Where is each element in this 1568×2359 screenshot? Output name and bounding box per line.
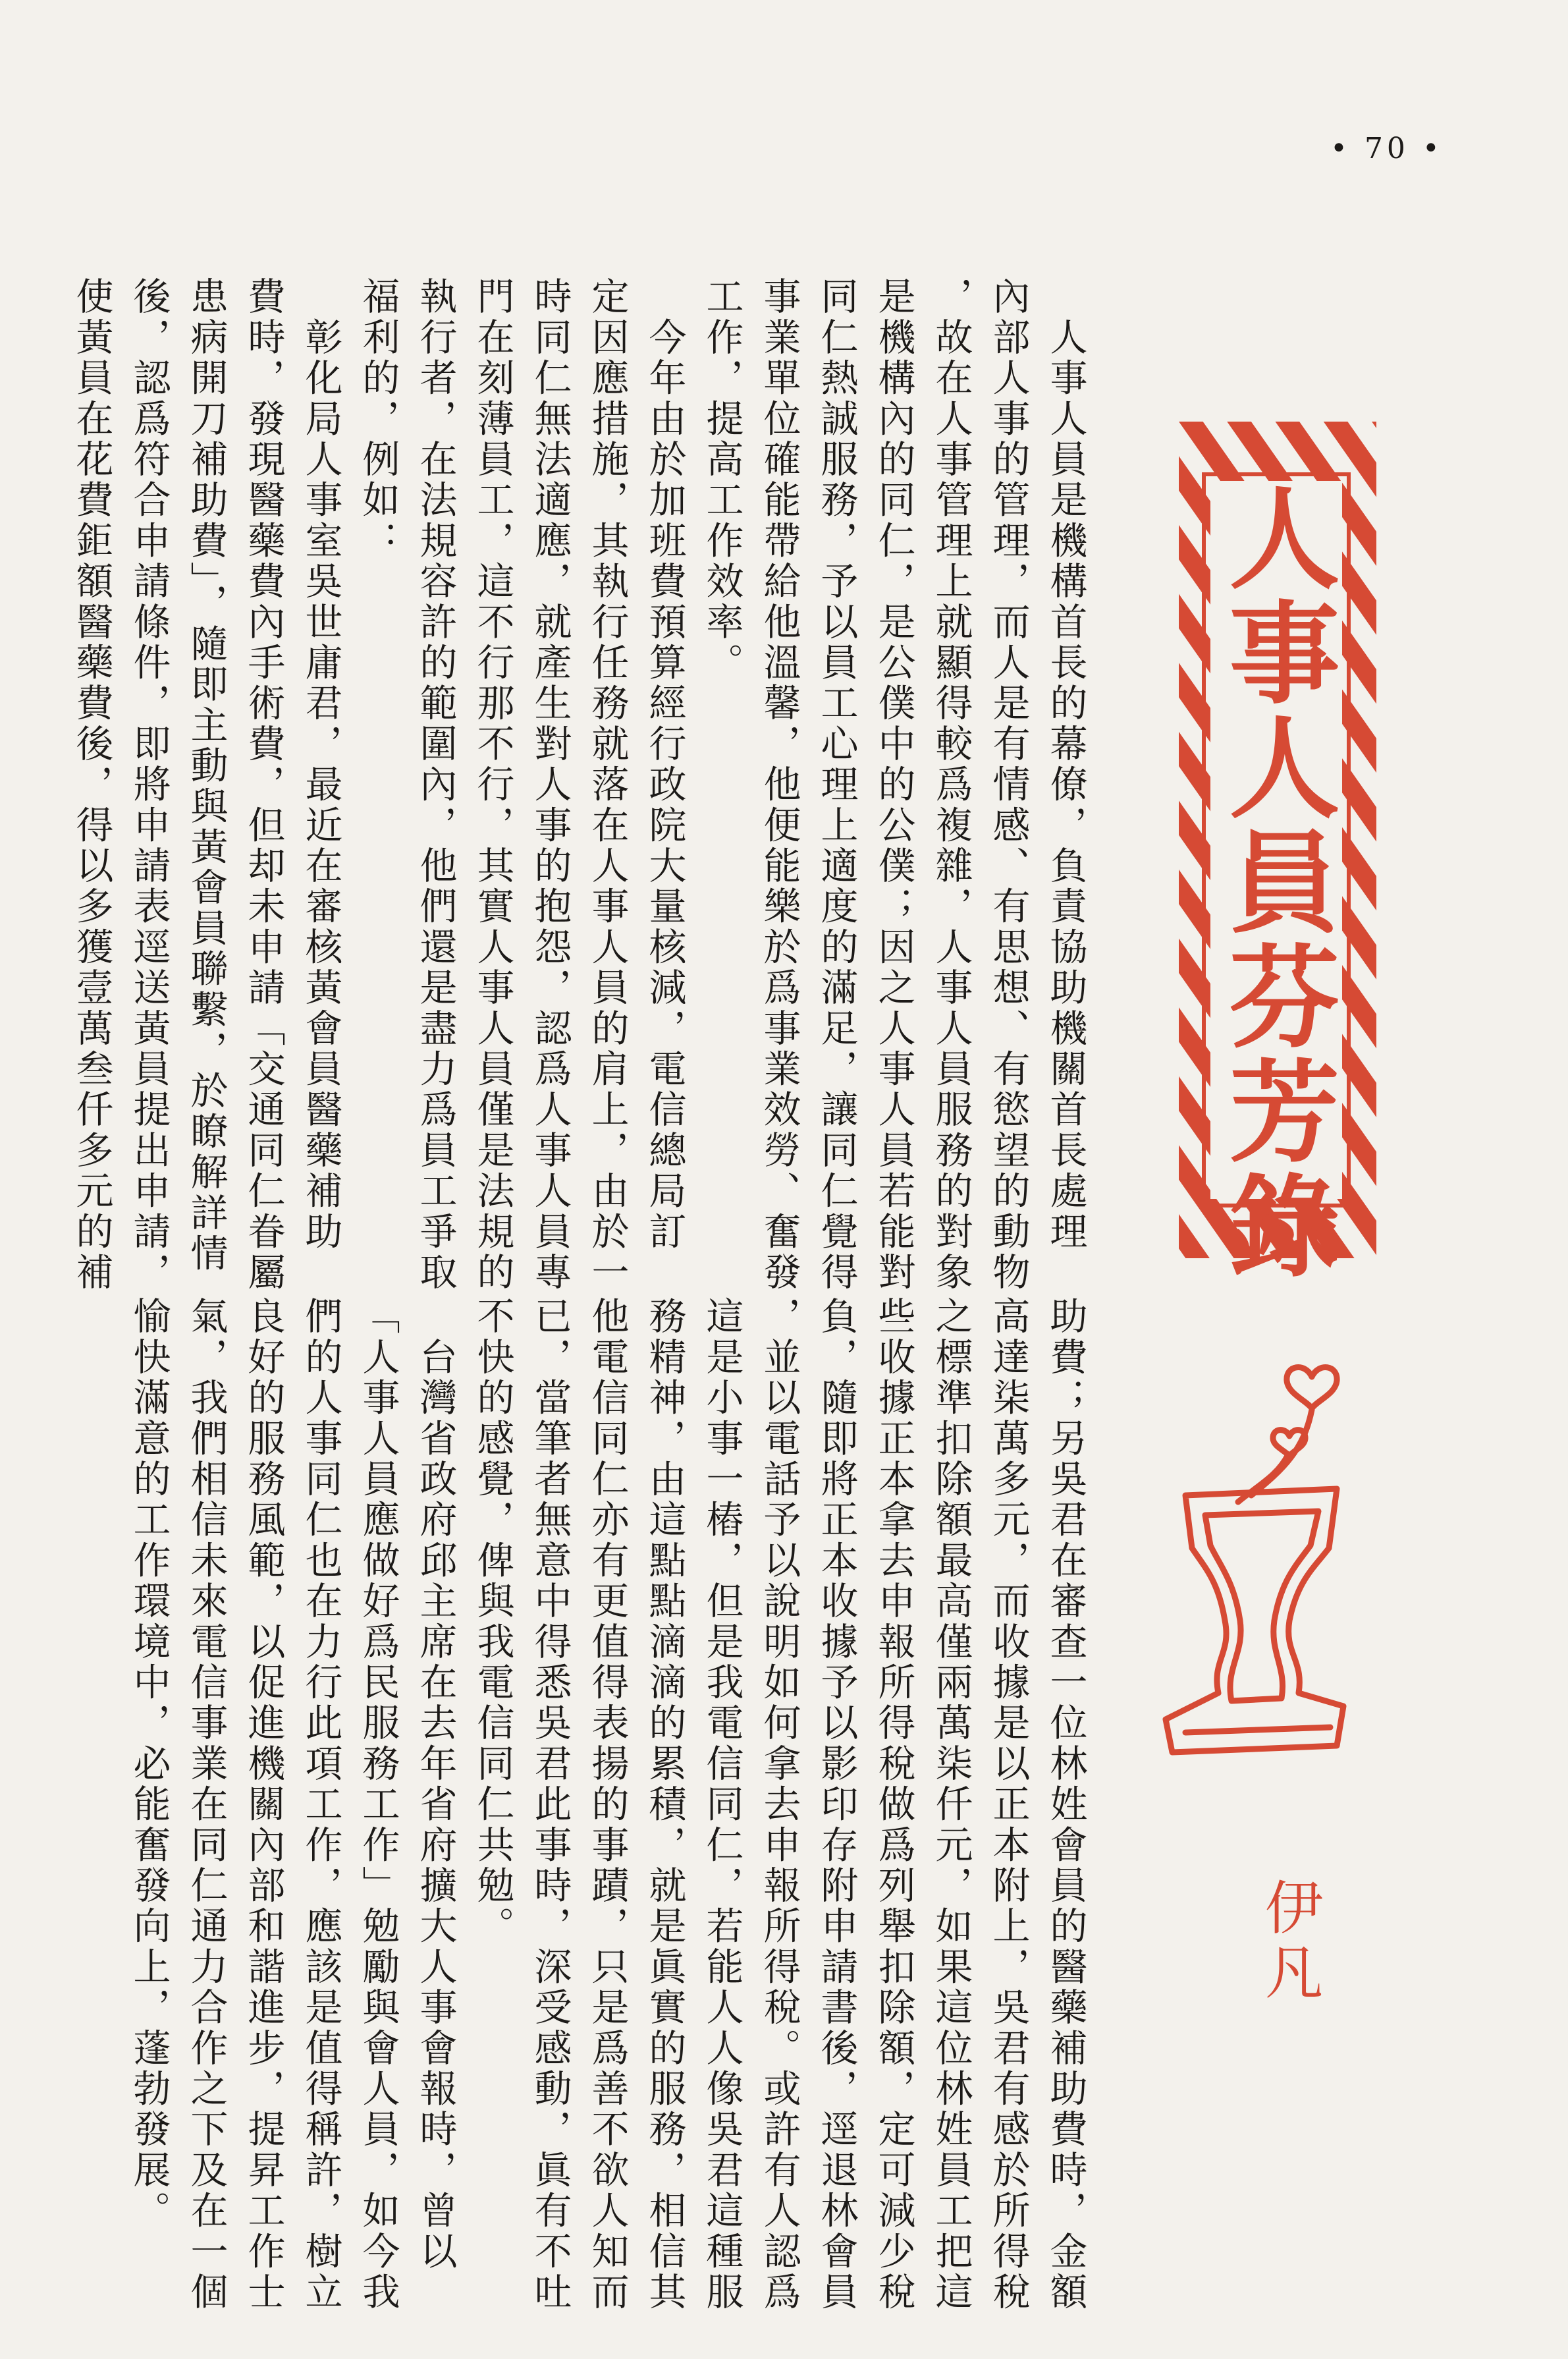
author-name: 伊凡: [1256, 1877, 1324, 2007]
text-column: 之標準扣除額最高僅兩萬柒仟元，如果這位林姓員工把這: [929, 1296, 973, 2313]
text-column: ，故在人事管理上就顯得較爲複雜，人事人員服務的對象: [929, 277, 973, 1293]
text-column: 些收據正本拿去申報所得稅做爲列舉扣除額，定可減少稅: [872, 1296, 915, 2313]
text-column: 務精神，由這點點滴滴的累積，就是眞實的服務，相信其: [643, 1296, 686, 2313]
text-column: 高達柒萬多元，而收據是以正本附上，吳君有感於所得稅: [987, 1296, 1030, 2313]
article-title: 人事人員芬芳錄: [1211, 481, 1341, 1283]
text-column: 負，隨即將正本收據予以影印存附申請書後，逕退林會員: [815, 1296, 858, 2313]
text-column: 門在刻薄員工，這不行那不行，其實人事人員僅是法規的: [471, 277, 514, 1293]
text-column: 「人事人員應做好爲民服務工作」勉勵與會人員，如今我: [356, 1296, 400, 2313]
text-column: 後，認爲符合申請條件，即將申請表逕送黃員提出申請，: [127, 277, 171, 1293]
text-column: 今年由於加班費預算經行政院大量核減，電信總局訂: [643, 277, 686, 1252]
text-column: 是機構內的同仁，是公僕中的公僕；因之人事人員若能對: [872, 277, 915, 1293]
text-column: 氣，我們相信未來電信事業在同仁通力合作之下及在一個: [184, 1296, 228, 2313]
text-column: 定因應措施，其執行任務就落在人事人員的肩上，由於一: [585, 277, 629, 1293]
text-column: ，並以電話予以說明如何拿去申報所得稅。或許有人認爲: [757, 1296, 801, 2313]
text-column: 他電信同仁亦有更值得表揚的事蹟，只是爲善不欲人知而: [585, 1296, 629, 2313]
text-column: 助費；另吳君在審查一位林姓會員的醫藥補助費時，金額: [1044, 1296, 1087, 2313]
text-column: 內部人事的管理，而人是有情感、有思想、有慾望的動物: [987, 277, 1030, 1293]
text-column: 事業單位確能帶給他溫馨，他便能樂於爲事業效勞、奮發: [757, 277, 801, 1293]
text-column: 患病開刀補助費」，隨即主動與黃會員聯繫，於瞭解詳情: [184, 277, 228, 1274]
page-number: • 70 •: [1330, 132, 1444, 165]
text-column: 良好的服務風範，以促進機關內部和諧進步，提昇工作士: [242, 1296, 285, 2313]
text-column: 這是小事一樁，但是我電信同仁，若能人人像吳君這種服: [700, 1296, 743, 2313]
text-column: 工作，提高工作效率。: [700, 277, 743, 683]
text-column: 執行者，在法規容許的範圍內，他們還是盡力爲員工爭取: [414, 277, 457, 1293]
text-column: 費時，發現醫藥費內手術費，但却未申請「交通同仁眷屬: [242, 277, 285, 1293]
text-column: 福利的，例如：: [356, 277, 400, 561]
cup-with-hearts-illustration: [1146, 1350, 1363, 1772]
text-column: 同仁熱誠服務，予以員工心理上適度的滿足，讓同仁覺得: [815, 277, 858, 1293]
text-column: 不快的感覺，俾與我電信同仁共勉。: [471, 1296, 514, 1947]
text-column: 時同仁無法適應，就產生對人事的抱怨，認爲人事人員專: [528, 277, 572, 1293]
text-column: 人事人員是機構首長的幕僚，負責協助機關首長處理: [1044, 277, 1087, 1252]
text-column: 使黃員在花費鉅額醫藥費後，得以多獲壹萬叁仟多元的補: [70, 277, 113, 1293]
text-column: 彰化局人事室吳世庸君，最近在審核黃會員醫藥補助: [299, 277, 342, 1252]
text-column: 台灣省政府邱主席在去年省府擴大人事會報時，曾以: [414, 1296, 457, 2272]
text-column: 們的人事同仁也在力行此項工作，應該是值得稱許，樹立: [299, 1296, 342, 2313]
text-column: 已，當筆者無意中得悉吳君此事時，深受感動，眞有不吐: [528, 1296, 572, 2313]
text-column: 愉快滿意的工作環境中，必能奮發向上，蓬勃發展。: [127, 1296, 171, 2232]
